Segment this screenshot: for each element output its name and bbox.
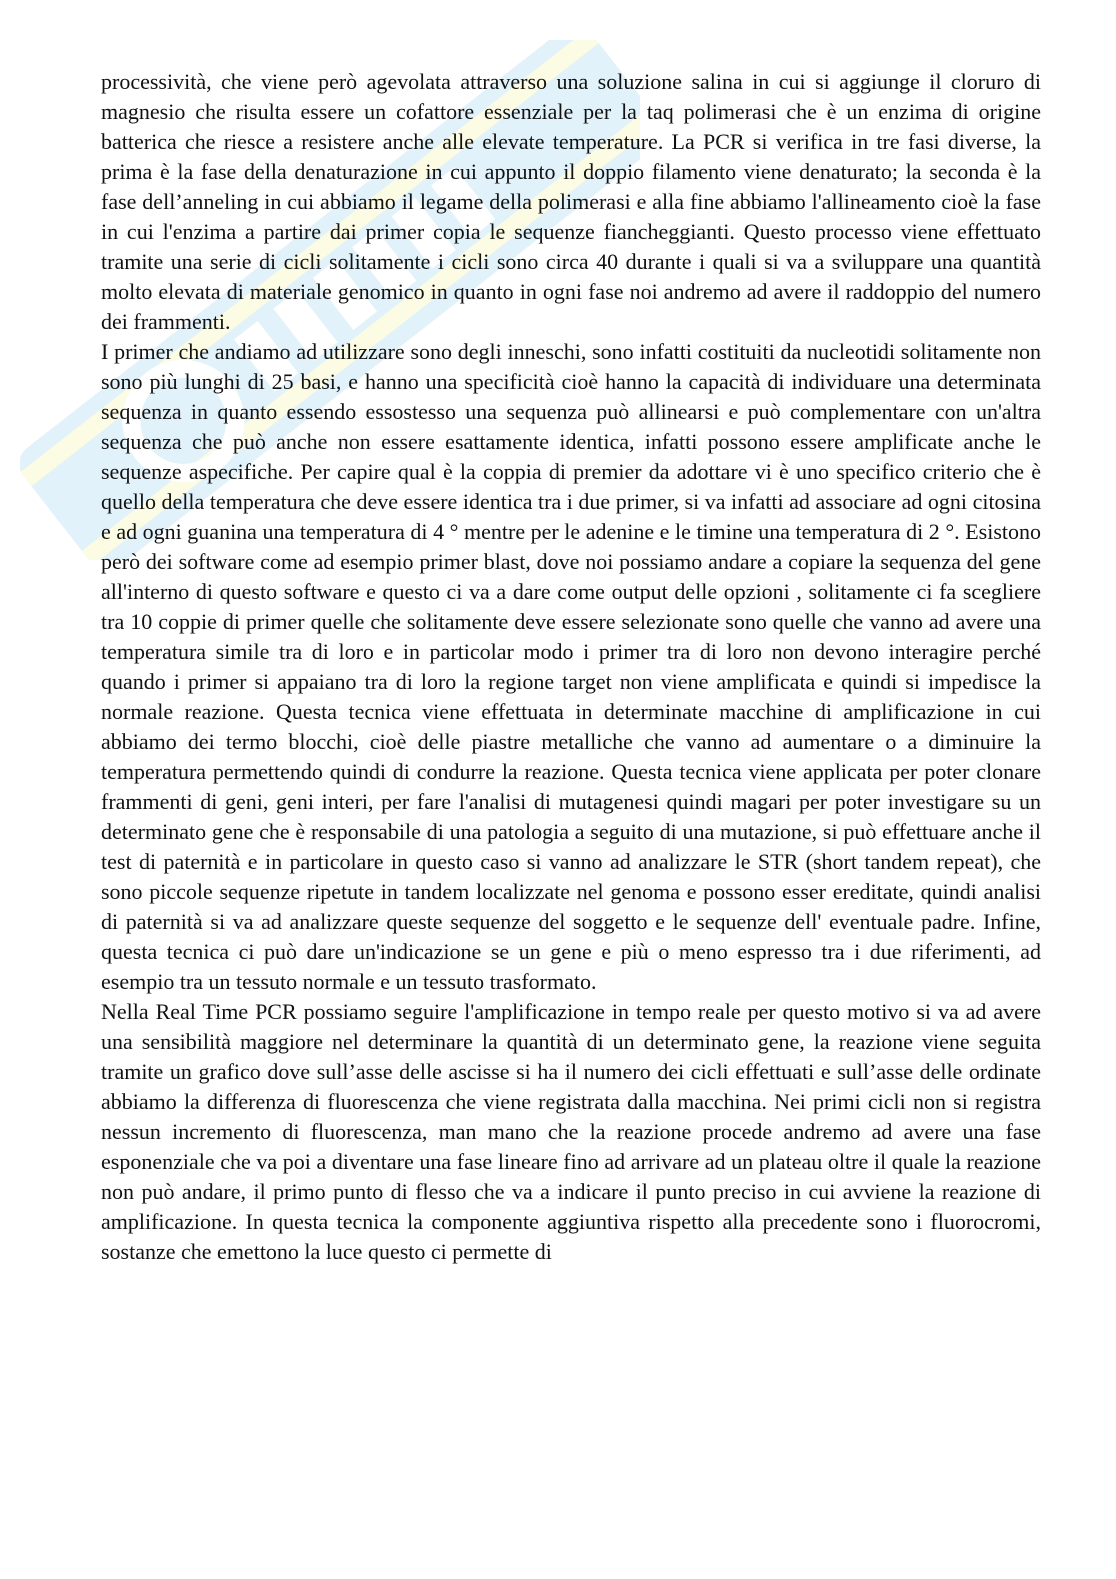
paragraph-3: Nella Real Time PCR possiamo seguire l'amplificazione in tempo reale per questo motivo si va ad avere una sensibilità maggiore nel determinare la quantità di un determinato gene, la reazione viene seguita tramite un grafico dove sull’asse delle ascisse si ha il numero dei cicli effettuati e sull’asse delle ordinate abbiamo la differenza di fluorescenza che viene registrata dalla macchina. Nei primi cicli non si registra nessun incremento di fluorescenza, man mano che la reazione procede andremo ad avere una fase esponenziale che va poi a diventare una fase lineare fino ad arrivare ad un plateau oltre il quale la reazione non può andare, il primo punto di flesso che va a indicare il punto preciso in cui avviene la reazione di amplificazione. In questa tecnica la componente aggiuntiva rispetto alla precedente sono i fluorocromi, sostanze che emettono la luce questo ci permette di [101, 999, 1041, 1264]
paragraph-2: I primer che andiamo ad utilizzare sono degli inneschi, sono infatti costituiti da nucleotidi solitamente non sono più lunghi di 25 basi, e hanno una specificità cioè hanno la capacità di individuare una determinata sequenza in quanto essendo essostesso una sequenza può allinearsi e può complementare con un'altra sequenza che può anche non essere esattamente identica, infatti possono essere amplificate anche le sequenze aspecifiche. Per capire qual è la coppia di premier da adottare vi è uno specifico criterio che è quello della temperatura che deve essere identica tra i due primer, si va infatti ad associare ad ogni citosina e ad ogni guanina una temperatura di 4 ° mentre per le adenine e le timine una temperatura di 2 °. Esistono però dei software come ad esempio primer blast, dove noi possiamo andare a copiare la sequenza del gene all'interno di questo software e questo ci va a dare come output delle opzioni , solitamente ci fa scegliere tra 10 coppie di primer quelle che solitamente deve essere selezionate sono quelle che vanno ad avere una temperatura simile tra di loro e in particolar modo i primer tra di loro non devono interagire perché quando i primer si appaiano tra di loro la regione target non viene amplificata e quindi si impedisce la normale reazione. Questa tecnica viene effettuata in determinate macchine di amplificazione in cui abbiamo dei termo blocchi, cioè delle piastre metalliche che vanno ad aumentare o a diminuire la temperatura permettendo quindi di condurre la reazione. Questa tecnica viene applicata per poter clonare frammenti di geni, geni interi, per fare l'analisi di mutagenesi quindi magari per poter investigare su un determinato gene che è responsabile di una patologia a seguito di una mutazione, si può effettuare anche il test di paternità e in particolare in questo caso si vanno ad analizzare le STR (short tandem repeat), che sono piccole sequenze ripetute in tandem localizzate nel genoma e possono esser ereditate, quindi analisi di paternità si va ad analizzare queste sequenze del soggetto e le sequenze dell' eventuale padre. Infine, questa tecnica ci può dare un'indicazione se un gene e più o meno espresso tra i due riferimenti, ad esempio tra un tessuto normale e un tessuto trasformato. [101, 339, 1041, 994]
body-text [101, 67, 1041, 1267]
paragraph-1: processività, che viene però agevolata attraverso una soluzione salina in cui si aggiunge il cloruro di magnesio che risulta essere un cofattore essenziale per la taq polimerasi che è un enzima di origine batterica che riesce a resistere anche alle elevate temperature. La PCR si verifica in tre fasi diverse, la prima è la fase della denaturazione in cui appunto il doppio filamento viene denaturato; la seconda è la fase dell’anneling in cui abbiamo il legame della polimerasi e alla fine abbiamo l'allineamento cioè la fase in cui l'enzima a partire dai primer copia le sequenze fiancheggianti. Questo processo viene effettuato tramite una serie di cicli solitamente i cicli sono circa 40 durante i quali si va a sviluppare una quantità molto elevata di materiale genomico in quanto in ogni fase noi andremo ad avere il raddoppio del numero dei frammenti. [101, 69, 1041, 334]
